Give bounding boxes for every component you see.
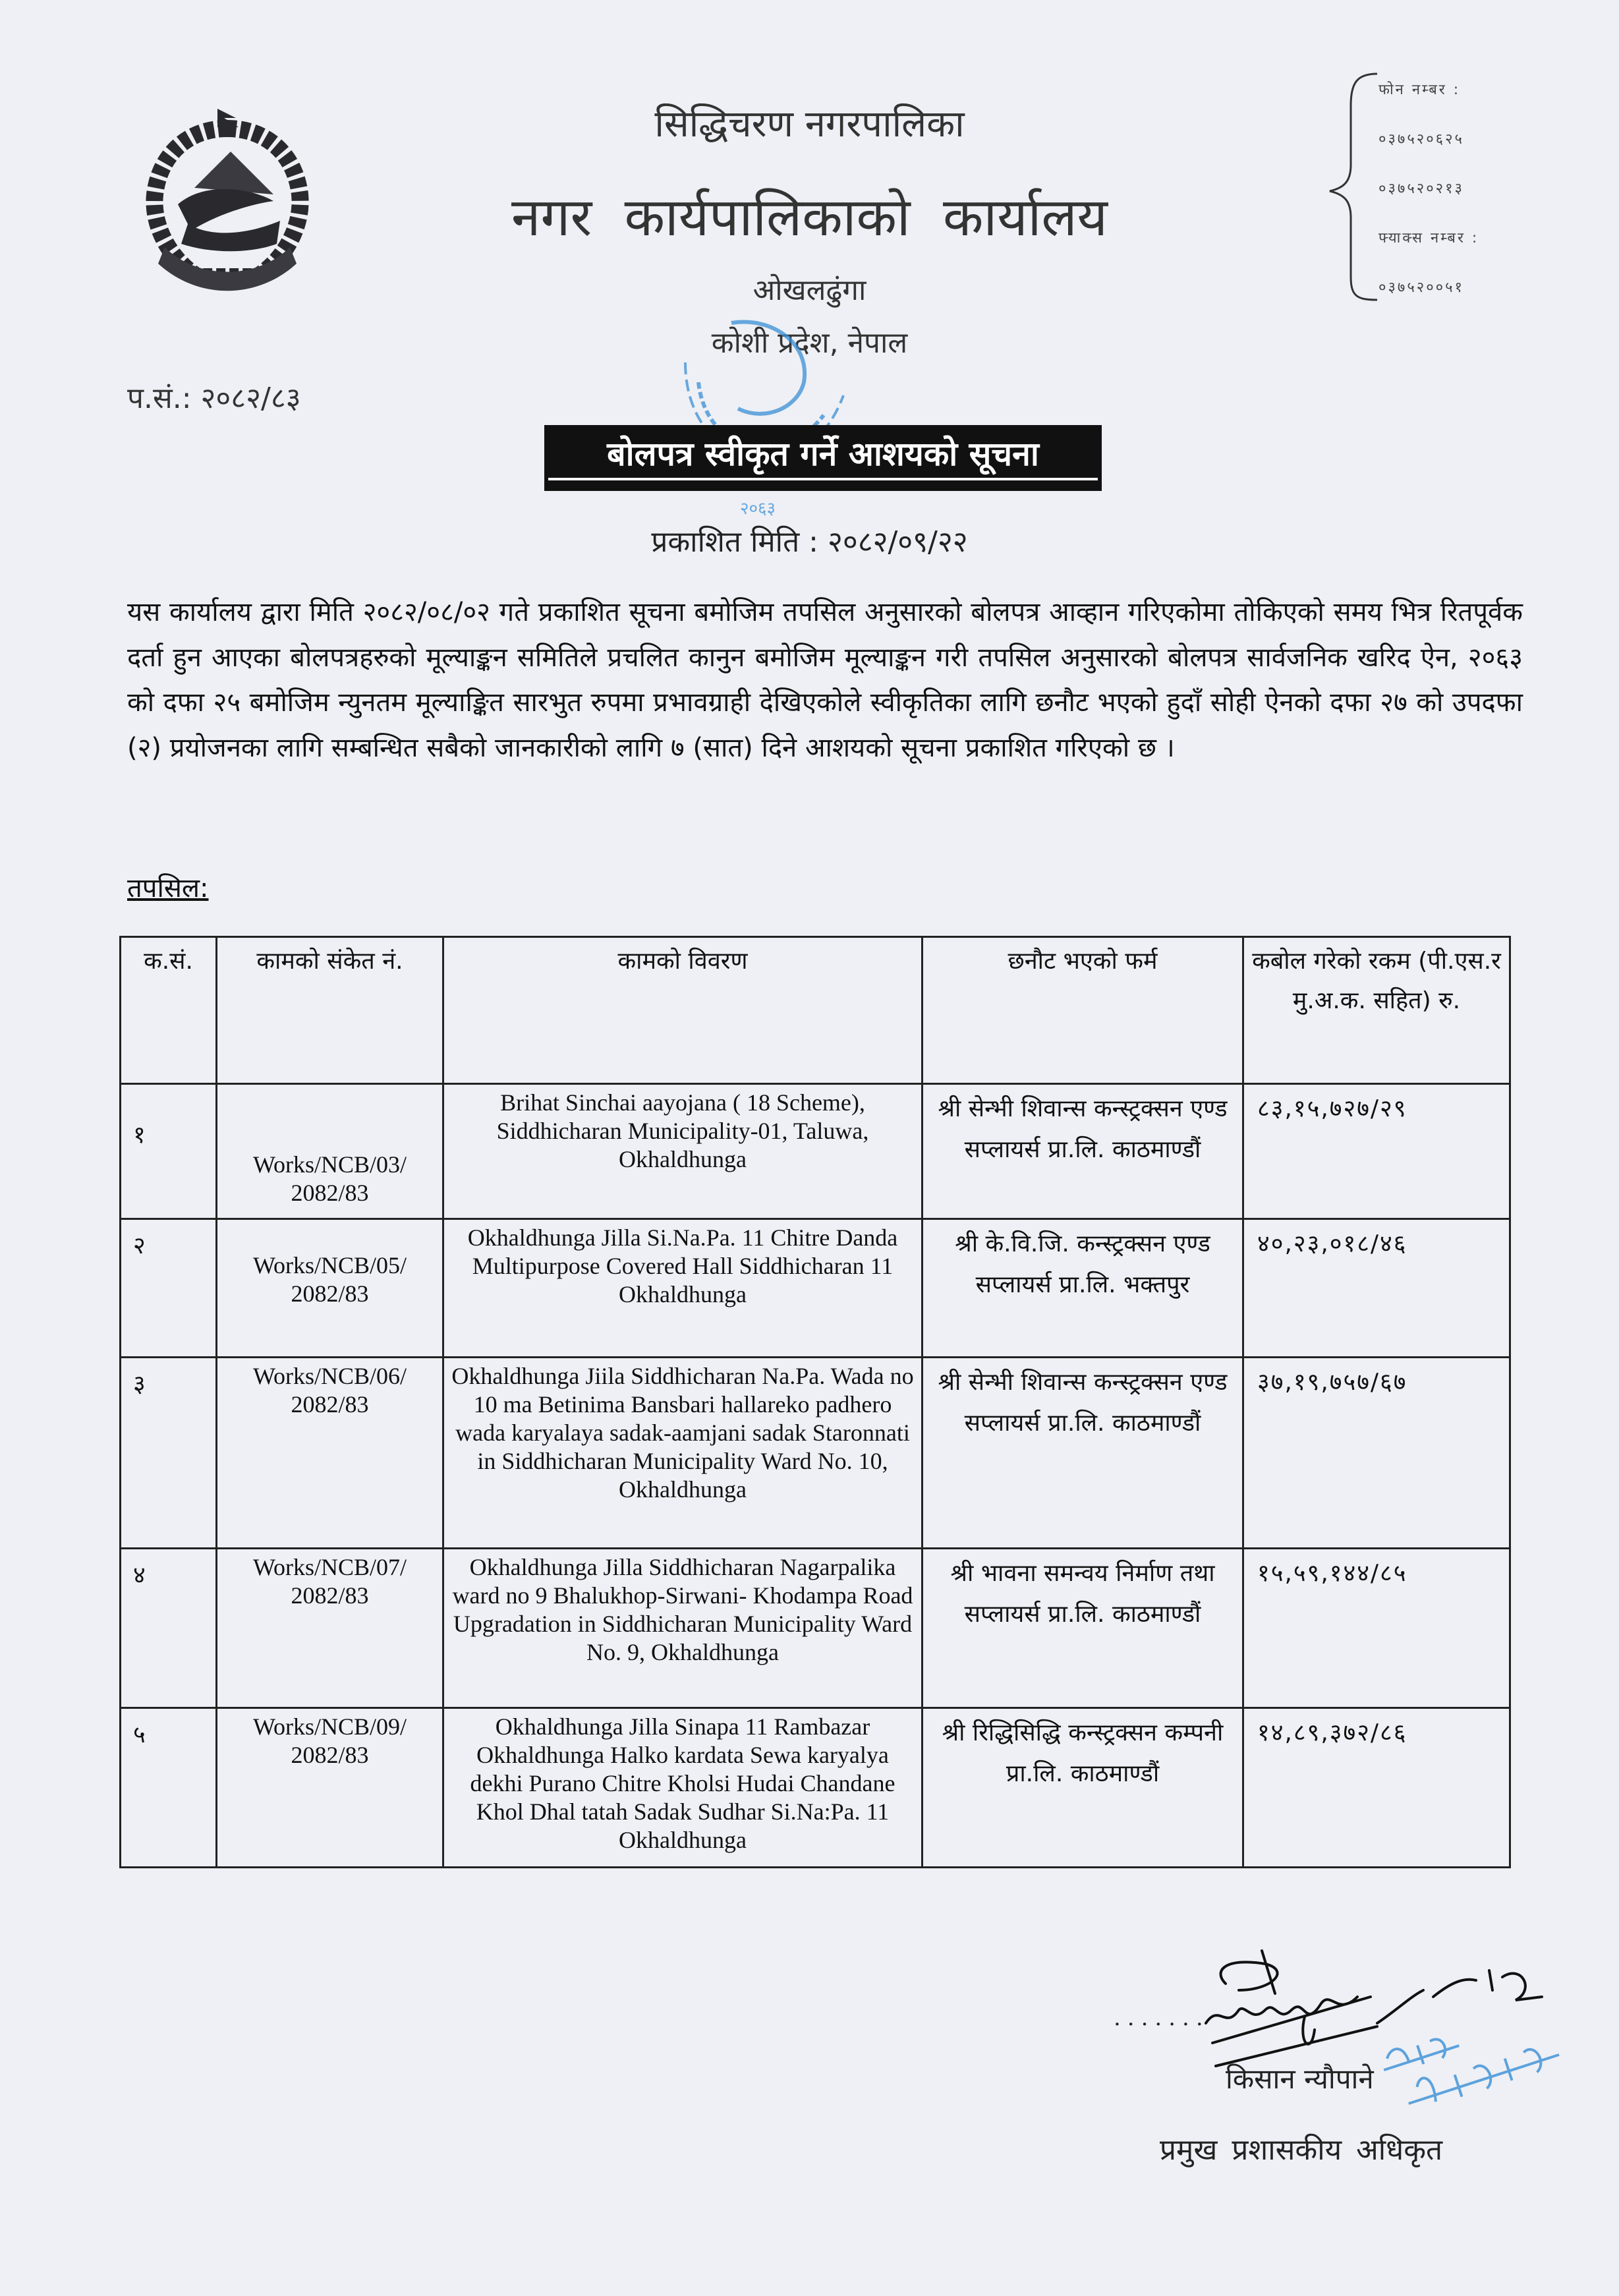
table-row [121,1358,1510,1549]
row-amount: १४,८९,३७२/८६ [1243,1708,1510,1868]
row-description: Okhaldhunga Jilla Sinapa 11 Rambazar Okhaldhunga Halko kardata Sewa karyalya dekhi Purano Chitre Kholsi Hudai Chandane Khol Dhal tatah Sadak Sudhar Si.Na:Pa. 11 Okhaldhunga [443,1708,923,1868]
row-serial: ४ [121,1549,217,1708]
table-header-row [121,937,1510,1084]
row-amount: ३७,१९,७५७/६७ [1243,1358,1510,1549]
table-row [121,1084,1510,1219]
notice-body: यस कार्यालय द्वारा मिति २०८२/०८/०२ गते प्रकाशित सूचना बमोजिम तपसिल अनुसारको बोलपत्र आव्हान गरिएकोमा तोकिएको समय भित्र रितपूर्वक दर्ता हुन आएका बोलपत्रहरुको मूल्याङ्कन समितिले प्रचलित कानुन बमोजिम मूल्याङ्कन गरी तपसिल अनुसारको बोलपत्र सार्वजनिक खरिद ऐन, २०६३ को दफा २५ बमोजिम न्युनतम मूल्याङ्कित सारभुत रुपमा प्रभावग्राही देखिएकोले स्वीकृतिका लागि छनौट भएको हुदाँ सोही ऐनको दफा २७ को उपदफा (२) प्रयोजनका लागि सम्बन्धित सबैको जानकारीको लागि ७ (सात) दिने आशयको सूचना प्रकाशित गरिएको छ । [127,597,1523,763]
published-date: प्रकाशित मिति : २०८२/०९/२२ [651,525,968,559]
svg-text:२०६३: २०६३ [739,499,776,519]
table-row [121,1219,1510,1358]
notice-title-banner [544,425,1102,491]
row-code: Works/NCB/03/ 2082/83 [217,1084,443,1219]
row-amount: ८३,१५,७२७/२९ [1243,1084,1510,1219]
row-code: Works/NCB/05/ 2082/83 [217,1219,443,1358]
row-code: Works/NCB/06/ 2082/83 [217,1358,443,1549]
row-serial: ३ [121,1358,217,1549]
table-row [121,1708,1510,1868]
schedule-label: तपसिल: [127,873,209,904]
reference-number: प.सं.: २०८२/८३ [127,382,301,415]
table-row [121,1549,1510,1708]
brace-icon [1324,66,1377,303]
district-name: ओखलढुंगा [753,273,866,307]
row-firm: श्री सेन्भी शिवान्स कन्स्ट्रक्सन एण्ड सप्लायर्स प्रा.लि. काठमाण्डौं [923,1358,1243,1549]
signatory-name: किसान न्यौपाने [1226,2063,1374,2095]
row-code: Works/NCB/09/ 2082/83 [217,1708,443,1868]
row-serial: १ [121,1084,217,1219]
phone-number-1: ०३७५२०६२५ [1378,131,1464,148]
signature-dots: ....... [1114,2005,1210,2031]
row-description: Okhaldhunga Jilla Siddhicharan Nagarpalika ward no 9 Bhalukhop-Sirwani- Khodampa Road Upgradation in Siddhicharan Municipality Ward No. 9, Okhaldhunga [443,1549,923,1708]
works-table [119,936,1511,1868]
province-name: कोशी प्रदेश, नेपाल [711,326,908,360]
notice-title: बोलपत्र स्वीकृत गर्ने आशयको सूचना [607,435,1039,473]
officer-stamp [1371,1977,1568,2135]
fax-number: ०३७५२००५१ [1378,279,1464,296]
header-amount: कबोल गरेको रकम (पी.एस.र मु.अ.क. सहित) रु. [1243,937,1510,1084]
municipality-seal-stamp [659,303,857,527]
row-description: Brihat Sinchai aayojana ( 18 Scheme), Siddhicharan Municipality-01, Taluwa, Okhaldhunga [443,1084,923,1219]
row-serial: ५ [121,1708,217,1868]
header-serial: क.सं. [121,937,217,1084]
municipality-name: सिद्धिचरण नगरपालिका [654,103,965,146]
office-name: नगर कार्यपालिकाको कार्यालय [511,187,1108,248]
row-firm: श्री सेन्भी शिवान्स कन्स्ट्रक्सन एण्ड सप्लायर्स प्रा.लि. काठमाण्डौं [923,1084,1243,1219]
row-amount: ४०,२३,०१८/४६ [1243,1219,1510,1358]
row-description: Okhaldhunga Jilla Si.Na.Pa. 11 Chitre Danda Multipurpose Covered Hall Siddhicharan 11 Okhaldhunga [443,1219,923,1358]
phone-number-2: ०३७५२०२१३ [1378,181,1464,197]
phone-label: फोन नम्बर : [1378,82,1461,98]
row-firm: श्री भावना समन्वय निर्माण तथा सप्लायर्स प्रा.लि. काठमाण्डौं [923,1549,1243,1708]
row-code: Works/NCB/07/ 2082/83 [217,1549,443,1708]
row-description: Okhaldhunga Jiila Siddhicharan Na.Pa. Wada no 10 ma Betinima Bansbari hallareko padhero wada karyalaya sadak-aamjani sadak Staronnati in Siddhicharan Municipality Ward No. 10, Okhaldhunga [443,1358,923,1549]
header-code: कामको संकेत नं. [217,937,443,1084]
row-serial: २ [121,1219,217,1358]
title-underline [548,478,1098,480]
contact-block [1324,66,1588,303]
row-amount: १५,५९,१४४/८५ [1243,1549,1510,1708]
fax-label: फ्याक्स नम्बर : [1378,230,1479,246]
header-firm: छनौट भएको फर्म [923,937,1243,1084]
header-description: कामको विवरण [443,937,923,1084]
signatory-title: प्रमुख प्रशासकीय अधिकृत [1160,2133,1443,2167]
row-firm: श्री रिद्धिसिद्धि कन्स्ट्रक्सन कम्पनी प्रा.लि. काठमाण्डौं [923,1708,1243,1868]
row-firm: श्री के.वि.जि. कन्स्ट्रक्सन एण्ड सप्लायर्स प्रा.लि. भक्तपुर [923,1219,1243,1358]
